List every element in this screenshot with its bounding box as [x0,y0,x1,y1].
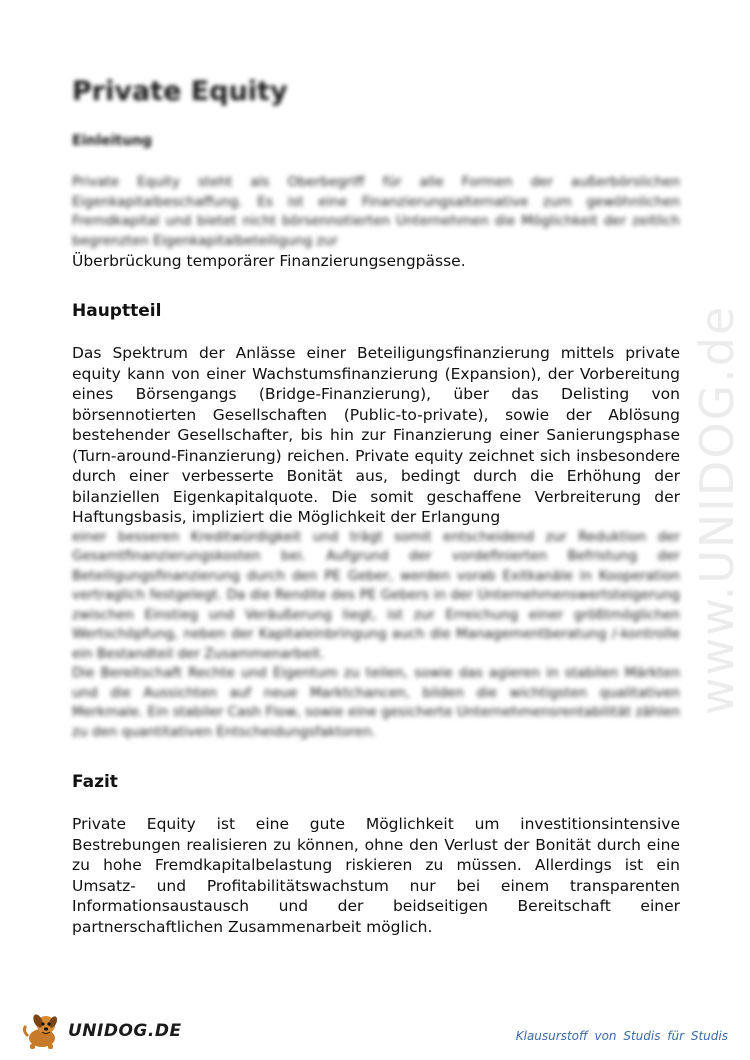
logo-text: UNIDOG.DE [68,1021,182,1041]
intro-paragraph-visible: Überbrückung temporärer Finanzierungsengpässe. [72,252,466,270]
watermark-text: www.UNIDOG.de [690,304,744,716]
intro-paragraph-blurred: Private Equity steht als Oberbegriff für alle Formen der außerbörslichen Eigenkapitalbeschaffung. Es ist eine Finanzierungsalternative zum gewöhnlichen Fremdkapital und bietet nicht börsennotierten Unternehmen die Möglichkeit der zeitlich begrenzten Eigenkapitalbeteiligung zur [72,174,680,249]
main-paragraph-blurred-2: Die Bereitschaft Rechte und Eigentum zu teilen, sowie das agieren in stabilen Märkten und die Aussichten auf neue Marktchancen, bilden die wichtigsten qualitativen Merkmale. Ein stabiler Cash Flow, sowie eine gesicherte Unternehmensrentabilität zählen zu den quantitativen Entscheidungsfaktoren. [72,665,680,740]
main-heading: Hauptteil [72,301,162,321]
dog-icon [22,1012,66,1050]
conclusion-paragraph: Private Equity ist eine gute Möglichkeit um investitionsintensive Bestrebungen realisieren zu können, ohne den Verlust der Bonität durch eine zu hohe Fremdkapitalbelastung riskieren zu müssen. Allerdings ist ein Umsatz- und Profitabilitätswachstum nur bei einem transparenten Informationsaustausch und der beidseitigen Bereitschaft einer partnerschaftlichen Zusammenarbeit möglich. [72,815,680,936]
intro-heading: Einleitung [72,133,153,149]
main-paragraph-visible: Das Spektrum der Anlässe einer Beteiligungsfinanzierung mittels private equity kann von einer Wachstumsfinanzierung (Expansion), der Vorbereitung eines Börsengangs (Bridge-Finanzierung), über das Delisting von börsennotierten Gesellschaften (Public-to-private), sowie der Ablösung bestehender Gesellschafter, bis hin zur Finanzierung einer Sanierungsphase (Turn-around-Finanzierung) reichen. Private equity zeichnet sich insbesondere durch einer verbesserte Bonität aus, bedingt durch die Erhöhung der bilanziellen Eigenkapitalquote. Die somit geschaffene Verbreiterung der Haftungsbasis, impliziert die Möglichkeit der Erlangung [72,344,680,526]
main-paragraph-blurred-1: einer besseren Kreditwürdigkeit und trägt somit entscheidend zur Reduktion der Gesamtfinanzierungskosten bei. Aufgrund der vordefinierten Befristung der Beteiligungsfinanzierung durch den PE Geber, werden vorab Exitkanäle in Kooperation vertraglich festgelegt. Da die Rendite des PE Gebers in der Unternehmenswertsteigerung zwischen Einstieg und Veräußerung liegt, ist zur Erreichung einer größtmöglichen Wertschöpfung, neben der Kapitaleinbringung auch die Managementberatung /-kontrolle ein Bestandteil der Zusammenarbeit. [72,528,680,662]
footer-tagline: Klausurstoff von Studis für Studis [515,1029,728,1043]
conclusion-heading: Fazit [72,772,118,792]
footer-logo[interactable] [22,1012,182,1050]
document-page [72,70,680,937]
page-title: Private Equity [72,76,288,107]
